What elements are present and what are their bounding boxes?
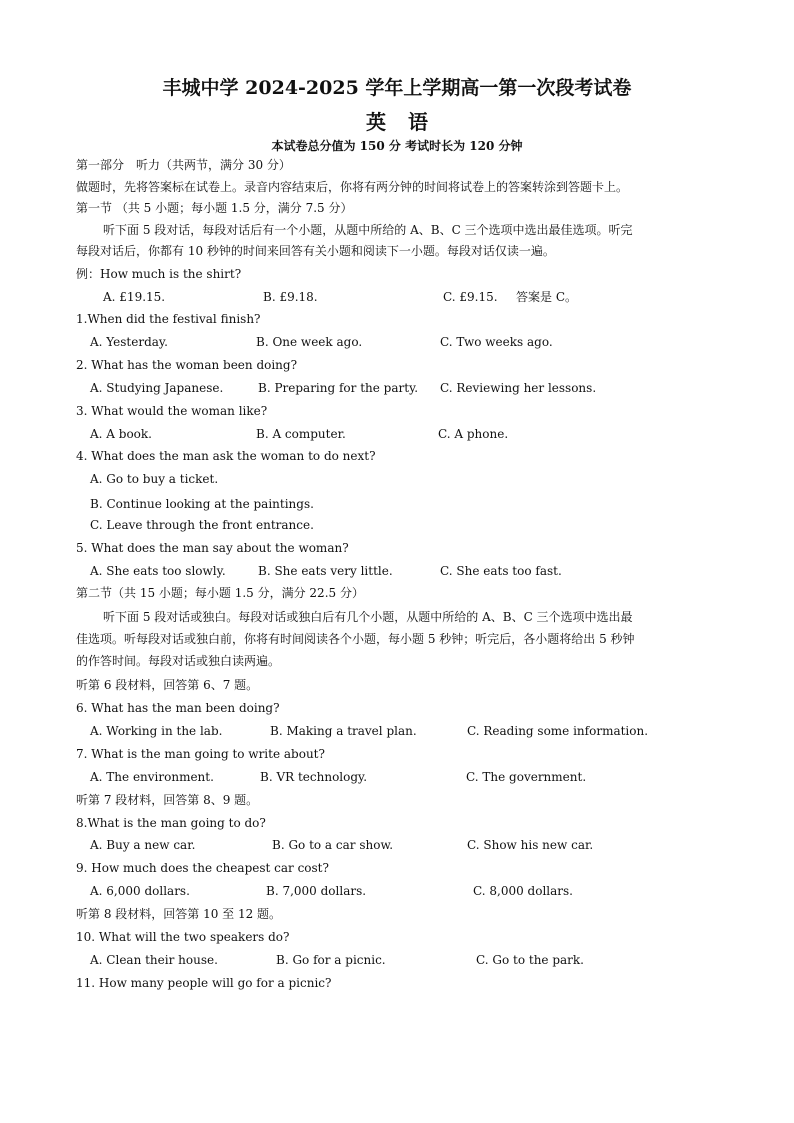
example-question: 例：How much is the shirt? — [76, 267, 242, 281]
material-8-heading: 听第 8 段材料，回答第 10 至 12 题。 — [76, 907, 282, 921]
q6-option-a: A. Working in the lab. — [90, 724, 223, 738]
q10-option-a: A. Clean their house. — [90, 953, 218, 967]
q10-option-c: C. Go to the park. — [476, 953, 584, 967]
q1-option-b: B. One week ago. — [256, 335, 363, 349]
q3-option-b: B. A computer. — [256, 427, 346, 441]
example-option-c: C. £9.15. — [443, 290, 498, 304]
q4-option-a: A. Go to buy a ticket. — [90, 472, 219, 486]
q9-option-b: B. 7,000 dollars. — [266, 884, 367, 898]
q10-option-b: B. Go for a picnic. — [276, 953, 386, 967]
question-2: 2. What has the woman been doing? — [76, 358, 298, 372]
question-6: 6. What has the man been doing? — [76, 701, 280, 715]
section1-heading: 第一节 （共 5 小题；每小题 1.5 分，满分 7.5 分） — [76, 201, 353, 215]
question-7: 7. What is the man going to write about? — [76, 747, 325, 761]
q7-option-c: C. The government. — [466, 770, 587, 784]
section2-instruction-line1: 听下面 5 段对话或独白。每段对话或独白后有几个小题，从题中所给的 A、B、C 三个选项中选出最 — [103, 610, 633, 624]
section2-instruction-line3: 的作答时间。每段对话或独白读两遍。 — [76, 654, 281, 668]
exam-title: 丰城中学 2024-2025 学年上学期高一第一次段考试卷 — [162, 77, 632, 99]
q5-option-a: A. She eats too slowly. — [90, 564, 226, 578]
q2-option-b: B. Preparing for the party. — [258, 381, 419, 395]
q5-option-c: C. She eats too fast. — [440, 564, 562, 578]
q2-option-a: A. Studying Japanese. — [90, 381, 224, 395]
q7-option-b: B. VR technology. — [260, 770, 368, 784]
q6-option-c: C. Reading some information. — [467, 724, 649, 738]
q8-option-a: A. Buy a new car. — [90, 838, 196, 852]
q3-option-a: A. A book. — [90, 427, 152, 441]
q1-option-c: C. Two weeks ago. — [440, 335, 553, 349]
example-answer: 答案是 C。 — [516, 290, 577, 304]
q8-option-c: C. Show his new car. — [467, 838, 594, 852]
question-5: 5. What does the man say about the woman? — [76, 541, 349, 555]
q2-option-c: C. Reviewing her lessons. — [440, 381, 597, 395]
part1-instruction: 做题时，先将答案标在试卷上。录音内容结束后，你将有两分钟的时间将试卷上的答案转涂到答题卡上。 — [76, 180, 629, 194]
section1-instruction-line2: 每段对话后，你都有 10 秒钟的时间来回答有关小题和阅读下一小题。每段对话仅读一遍。 — [76, 244, 555, 258]
example-option-b: B. £9.18. — [263, 290, 318, 304]
q1-option-a: A. Yesterday. — [90, 335, 168, 349]
q8-option-b: B. Go to a car show. — [272, 838, 394, 852]
q7-option-a: A. The environment. — [90, 770, 214, 784]
q4-option-b: B. Continue looking at the paintings. — [90, 497, 314, 511]
example-option-a: A. £19.15. — [103, 290, 166, 304]
question-11: 11. How many people will go for a picnic? — [76, 976, 332, 990]
exam-info: 本试卷总分值为 150 分 考试时长为 120 分钟 — [271, 139, 523, 153]
q9-option-a: A. 6,000 dollars. — [90, 884, 190, 898]
question-4: 4. What does the man ask the woman to do next? — [76, 449, 376, 463]
q3-option-c: C. A phone. — [438, 427, 509, 441]
section2-instruction-line2: 佳选项。听每段对话或独白前，你将有时间阅读各个小题，每小题 5 秒钟；听完后，各小题将给出 5 秒钟 — [76, 632, 635, 646]
question-9: 9. How much does the cheapest car cost? — [76, 861, 329, 875]
question-10: 10. What will the two speakers do? — [76, 930, 290, 944]
material-6-heading: 听第 6 段材料，回答第 6、7 题。 — [76, 678, 259, 692]
question-8: 8.What is the man going to do? — [76, 816, 266, 830]
part1-heading: 第一部分 听力（共两节，满分 30 分） — [76, 158, 291, 172]
subject-title: 英语 — [366, 110, 450, 134]
q4-option-c: C. Leave through the front entrance. — [90, 518, 314, 532]
question-1: 1.When did the festival finish? — [76, 312, 261, 326]
q5-option-b: B. She eats very little. — [258, 564, 393, 578]
q6-option-b: B. Making a travel plan. — [270, 724, 417, 738]
section2-heading: 第二节（共 15 小题；每小题 1.5 分，满分 22.5 分） — [76, 586, 364, 600]
question-3: 3. What would the woman like? — [76, 404, 268, 418]
section1-instruction-line1: 听下面 5 段对话，每段对话后有一个小题，从题中所给的 A、B、C 三个选项中选出最佳选项。听完 — [103, 223, 633, 237]
q9-option-c: C. 8,000 dollars. — [473, 884, 573, 898]
material-7-heading: 听第 7 段材料，回答第 8、9 题。 — [76, 793, 259, 807]
